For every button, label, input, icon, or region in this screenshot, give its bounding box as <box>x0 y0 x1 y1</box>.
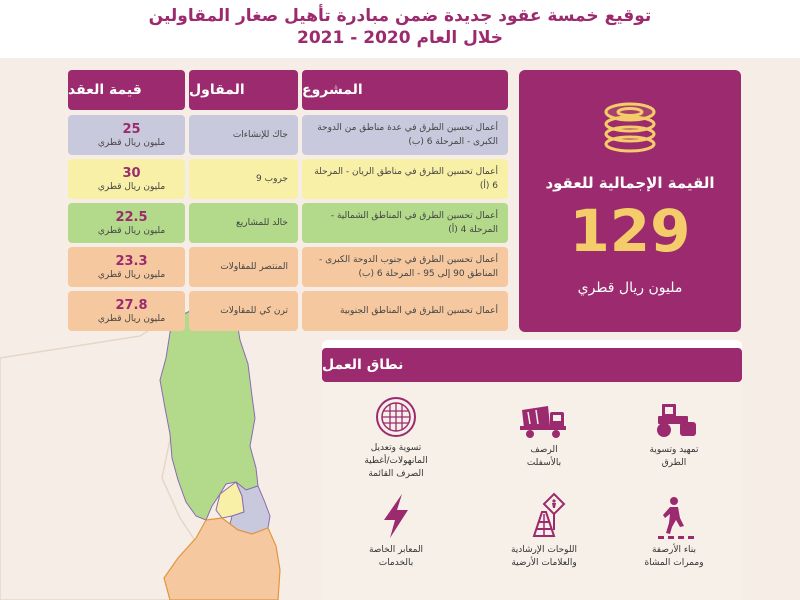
pedestrian-icon <box>654 496 694 540</box>
road-roller-icon <box>650 400 698 440</box>
map-region-south <box>164 518 280 600</box>
infographic-canvas <box>0 58 800 600</box>
coins-icon <box>595 92 665 162</box>
contract-value: 22.5 <box>115 209 148 225</box>
contract-value: 30 <box>122 165 141 181</box>
row-3-value <box>68 203 185 243</box>
row-5-contractor: ترن كي للمقاولات <box>189 291 298 331</box>
scope-item-label: تسوية وتعديل المانهولات/أغطية الصرف القائمة <box>364 443 428 479</box>
row-2-value <box>68 159 185 199</box>
header-project: المشروع <box>302 70 508 110</box>
contract-unit: مليون ريال قطري <box>97 313 166 324</box>
contract-unit: مليون ريال قطري <box>97 137 166 148</box>
row-1-contractor: جاك للإنشاءات <box>189 115 298 155</box>
contract-unit: مليون ريال قطري <box>97 269 166 280</box>
row-2-project: أعمال تحسين الطرق في مناطق الريان - المرحلة 6 (أ) <box>302 159 508 199</box>
contract-unit: مليون ريال قطري <box>97 181 166 192</box>
total-title: القيمة الإجمالية للعقود <box>545 174 715 192</box>
header-contractor: المقاول <box>189 70 298 110</box>
row-1-project: أعمال تحسين الطرق في عدة مناطق من الدوحة الكبرى - المرحلة 6 (ب) <box>302 115 508 155</box>
page-title: توقيع خمسة عقود جديدة ضمن مبادرة تأهيل صغار المقاولين <box>148 6 652 26</box>
contract-unit: مليون ريال قطري <box>97 225 166 236</box>
scope-item-label: المعابر الخاصة بالخدمات <box>368 545 424 568</box>
scope-item-manholes <box>336 396 456 481</box>
header-value: قيمة العقد <box>68 70 185 110</box>
contract-value: 23.3 <box>115 253 148 269</box>
title-area <box>0 0 800 58</box>
total-value: 129 <box>569 197 691 265</box>
scope-body <box>322 382 742 600</box>
total-card <box>519 70 741 332</box>
row-4-value <box>68 247 185 287</box>
scope-item-label: تمهيد وتسوية الطرق <box>649 445 699 468</box>
scope-item-paving-grading <box>614 400 734 470</box>
scope-item-label: الرصف بالأسفلت <box>526 445 562 468</box>
total-unit: مليون ريال قطري <box>577 280 683 296</box>
row-5-value <box>68 291 185 331</box>
manhole-cover-icon <box>375 396 417 438</box>
scope-item-label: بناء الأرصفة وممرات المشاة <box>644 545 704 568</box>
lightning-icon <box>376 492 416 540</box>
row-2-contractor: جروب 9 <box>189 159 298 199</box>
row-4-project: أعمال تحسين الطرق في جنوب الدوحة الكبرى - المناطق 90 إلى 95 - المرحلة 6 (ب) <box>302 247 508 287</box>
page-subtitle: خلال العام 2020 - 2021 <box>297 28 503 48</box>
scope-item-sidewalks <box>614 496 734 570</box>
contract-value: 27.8 <box>115 297 148 313</box>
concrete-truck-icon <box>518 400 570 440</box>
row-5-project: أعمال تحسين الطرق في المناطق الجنوبية <box>302 291 508 331</box>
scope-item-label: اللوحات الإرشادية والعلامات الأرضية <box>510 545 578 568</box>
scope-title: نطاق العمل <box>322 348 742 382</box>
row-1-value <box>68 115 185 155</box>
contract-value: 25 <box>122 121 141 137</box>
scope-panel <box>322 340 742 600</box>
scope-item-asphalt <box>484 400 604 470</box>
row-4-contractor: المنتصر للمقاولات <box>189 247 298 287</box>
row-3-contractor: خالد للمشاريع <box>189 203 298 243</box>
row-3-project: أعمال تحسين الطرق في المناطق الشمالية - المرحلة 4 (أ) <box>302 203 508 243</box>
road-signs-icon <box>520 492 568 540</box>
scope-item-utility-crossings <box>336 492 456 570</box>
scope-item-signage <box>484 492 604 570</box>
